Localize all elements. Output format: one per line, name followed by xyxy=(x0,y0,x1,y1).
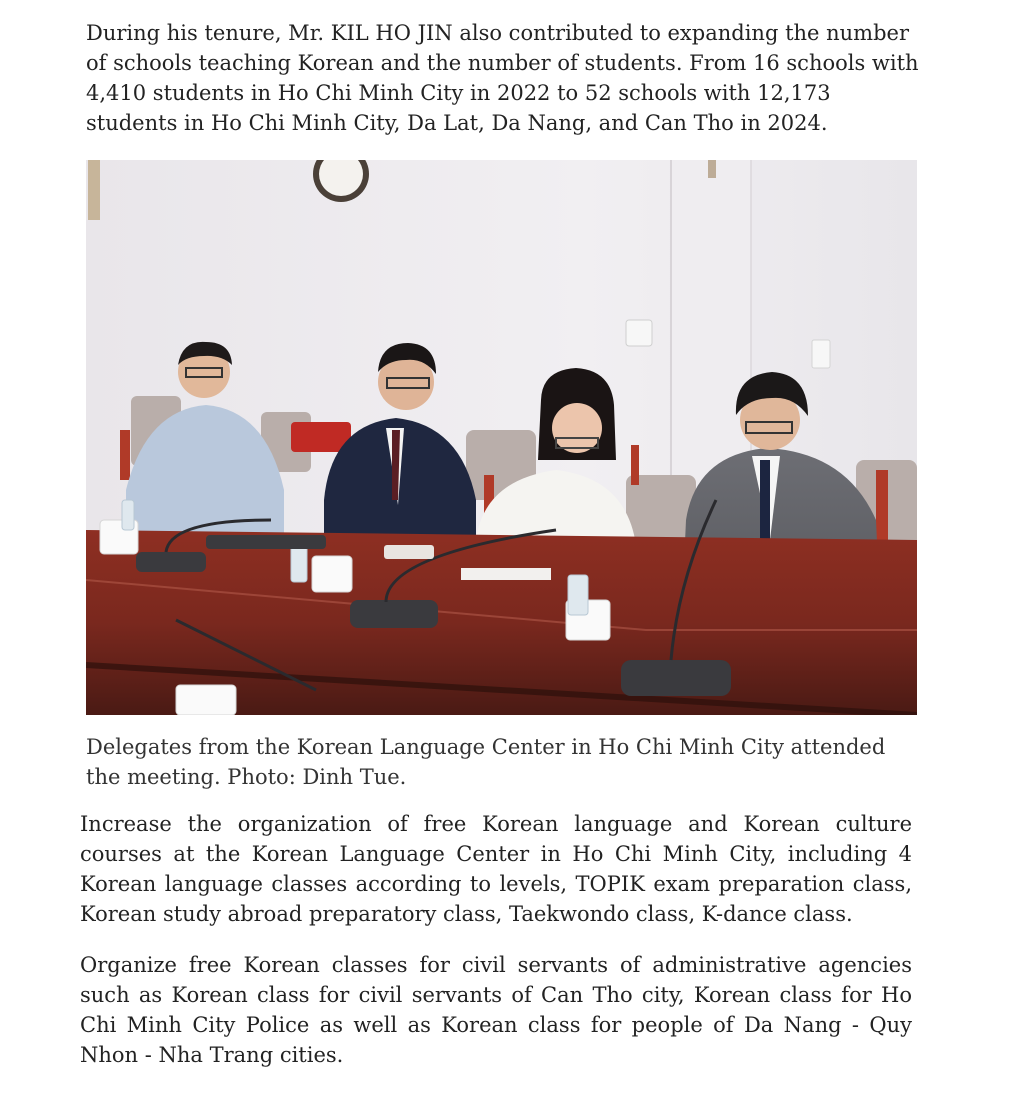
intro-paragraph: During his tenure, Mr. KIL HO JIN also contributed to expanding the number of schools teaching Korean and the number of students. From 16 schools with 4,410 students in Ho Chi Minh City in 2022 to 52 schools with 12,173 students in Ho Chi Minh City, Da Lat, Da Nang, and Can Tho in 2024. xyxy=(86,21,919,135)
photo-caption: Delegates from the Korean Language Center in Ho Chi Minh City attended the meeting. Photo: Dinh Tue. xyxy=(86,735,886,789)
meeting-photo xyxy=(86,160,917,715)
body-paragraph-civil-servants: Organize free Korean classes for civil servants of administrative agencies such as Korean class for civil servants of Can Tho city, Korean class for Ho Chi Minh City Police as well as Korean class for people of Da Nang - Quy Nhon - Nha Trang cities. xyxy=(80,953,912,1067)
body-paragraph-courses: Increase the organization of free Korean language and Korean culture courses at the Korean Language Center in Ho Chi Minh City, including 4 Korean language classes according to levels, TOPIK exam preparation class, Korean study abroad preparatory class, Taekwondo class, K-dance class. xyxy=(80,812,912,926)
